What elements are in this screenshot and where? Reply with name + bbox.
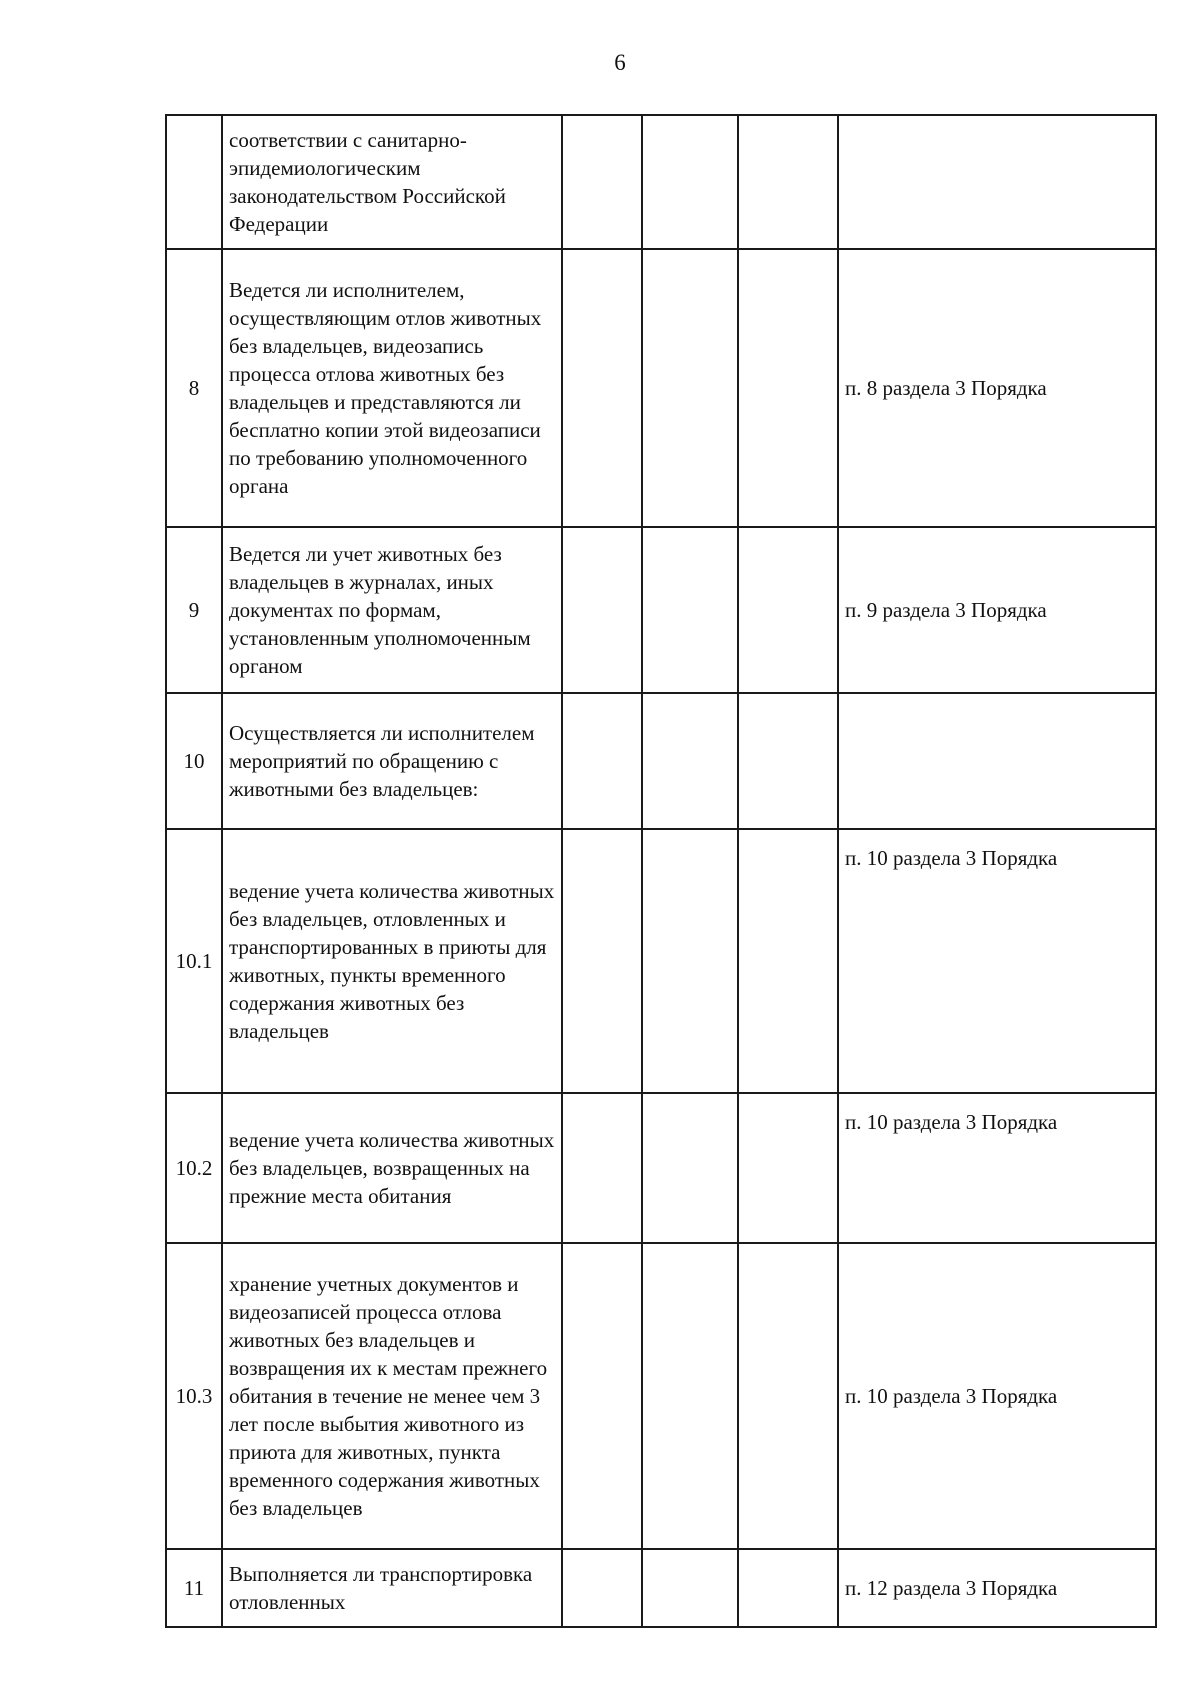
legal-reference <box>838 693 1156 829</box>
legal-reference: п. 10 раздела 3 Порядка <box>838 1093 1156 1243</box>
table-row <box>166 693 1156 829</box>
legal-reference <box>838 115 1156 249</box>
answer-cell-no[interactable] <box>642 1243 738 1549</box>
table-row <box>166 115 1156 249</box>
table-row <box>166 249 1156 527</box>
requirement-text: соответствии с санитарно-эпидемиологическим законодательством Российской Федерации <box>222 115 562 249</box>
row-number: 10.1 <box>166 829 222 1093</box>
answer-cell-no[interactable] <box>642 1093 738 1243</box>
table-row <box>166 527 1156 693</box>
answer-cell-yes[interactable] <box>562 527 642 693</box>
answer-cell-yes[interactable] <box>562 1549 642 1627</box>
answer-cell-na[interactable] <box>738 1093 838 1243</box>
answer-cell-yes[interactable] <box>562 829 642 1093</box>
answer-cell-no[interactable] <box>642 1549 738 1627</box>
row-number: 10.2 <box>166 1093 222 1243</box>
table-row <box>166 1549 1156 1627</box>
answer-cell-no[interactable] <box>642 115 738 249</box>
row-number: 11 <box>166 1549 222 1627</box>
requirement-text: Ведется ли исполнителем, осуществляющим отлов животных без владельцев, видеозапись процесса отлова животных без владельцев и представляются ли бесплатно копии этой видеозаписи по требованию уполномоченного органа <box>222 249 562 527</box>
answer-cell-yes[interactable] <box>562 249 642 527</box>
legal-reference: п. 10 раздела 3 Порядка <box>838 829 1156 1093</box>
requirement-text: ведение учета количества животных без владельцев, отловленных и транспортированных в приюты для животных, пункты временного содержания животных без владельцев <box>222 829 562 1093</box>
answer-cell-na[interactable] <box>738 829 838 1093</box>
table-row <box>166 1093 1156 1243</box>
answer-cell-yes[interactable] <box>562 1243 642 1549</box>
row-number: 10.3 <box>166 1243 222 1549</box>
answer-cell-yes[interactable] <box>562 1093 642 1243</box>
legal-reference: п. 12 раздела 3 Порядка <box>838 1549 1156 1627</box>
requirement-text: Выполняется ли транспортировка отловленных <box>222 1549 562 1627</box>
answer-cell-no[interactable] <box>642 249 738 527</box>
row-number: 9 <box>166 527 222 693</box>
page-number: 6 <box>614 50 626 75</box>
answer-cell-na[interactable] <box>738 527 838 693</box>
legal-reference: п. 8 раздела 3 Порядка <box>838 249 1156 527</box>
answer-cell-yes[interactable] <box>562 115 642 249</box>
answer-cell-na[interactable] <box>738 115 838 249</box>
row-number: 10 <box>166 693 222 829</box>
answer-cell-no[interactable] <box>642 693 738 829</box>
answer-cell-yes[interactable] <box>562 693 642 829</box>
requirement-text: хранение учетных документов и видеозаписей процесса отлова животных без владельцев и возвращения их к местам прежнего обитания в течение не менее чем 3 лет после выбытия животного из приюта для животных, пункта временного содержания животных без владельцев <box>222 1243 562 1549</box>
row-number: 8 <box>166 249 222 527</box>
requirement-text: ведение учета количества животных без владельцев, возвращенных на прежние места обитания <box>222 1093 562 1243</box>
answer-cell-no[interactable] <box>642 829 738 1093</box>
answer-cell-na[interactable] <box>738 1549 838 1627</box>
legal-reference: п. 10 раздела 3 Порядка <box>838 1243 1156 1549</box>
requirement-text: Осуществляется ли исполнителем мероприятий по обращению с животными без владельцев: <box>222 693 562 829</box>
answer-cell-na[interactable] <box>738 1243 838 1549</box>
row-number <box>166 115 222 249</box>
requirement-text: Ведется ли учет животных без владельцев в журналах, иных документах по формам, установленным уполномоченным органом <box>222 527 562 693</box>
checklist-table <box>165 114 1157 1628</box>
answer-cell-no[interactable] <box>642 527 738 693</box>
legal-reference: п. 9 раздела 3 Порядка <box>838 527 1156 693</box>
table-row <box>166 1243 1156 1549</box>
table-row <box>166 829 1156 1093</box>
answer-cell-na[interactable] <box>738 249 838 527</box>
answer-cell-na[interactable] <box>738 693 838 829</box>
